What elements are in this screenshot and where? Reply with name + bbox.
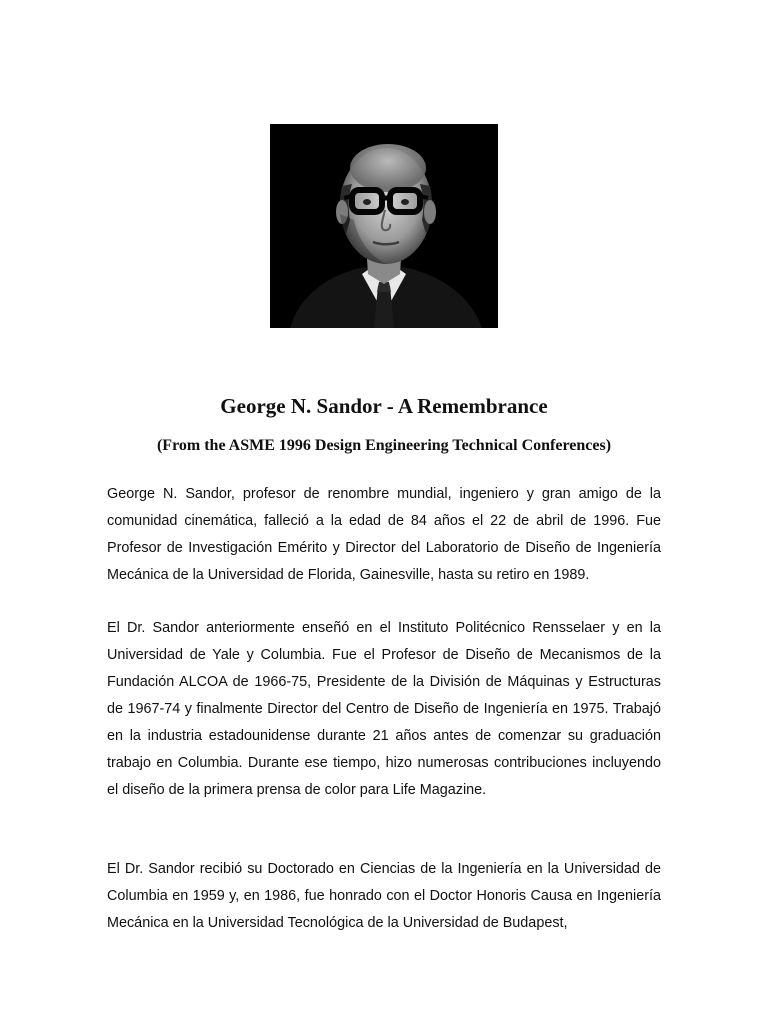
paragraph-3: El Dr. Sandor recibió su Doctorado en Ciencias de la Ingeniería en la Universidad de Columbia en 1959 y, en 1986, fue honrado con el Doctor Honoris Causa en Ingeniería Mecánica en la Universidad Tecnológica de la Universidad de Budapest, <box>107 861 661 931</box>
document-title: George N. Sandor - A Remembrance <box>220 394 548 418</box>
paragraph-1: George N. Sandor, profesor de renombre mundial, ingeniero y gran amigo de la comunidad cinemática, falleció a la edad de 84 años el 22 de abril de 1996. Fue Profesor de Investigación Emérito y Director del Laboratorio de Diseño de Ingeniería Mecánica de la Universidad de Florida, Gainesville, hasta su retiro en 1989. <box>107 486 661 583</box>
portrait-photo <box>270 124 498 328</box>
paragraph-2: El Dr. Sandor anteriormente enseñó en el Instituto Politécnico Rensselaer y en la Universidad de Yale y Columbia. Fue el Profesor de Diseño de Mecanismos de la Fundación ALCOA de 1966-75, Presidente de la División de Máquinas y Estructuras de 1967-74 y finalmente Director del Centro de Diseño de Ingeniería en 1975. Trabajó en la industria estadounidense durante 21 años antes de comenzar su graduación trabajo en Columbia. Durante ese tiempo, hizo numerosas contribuciones incluyendo el diseño de la primera prensa de color para Life Magazine. <box>107 620 661 798</box>
portrait-illustration <box>270 124 498 328</box>
document-subtitle: (From the ASME 1996 Design Engineering Technical Conferences) <box>156 437 612 454</box>
